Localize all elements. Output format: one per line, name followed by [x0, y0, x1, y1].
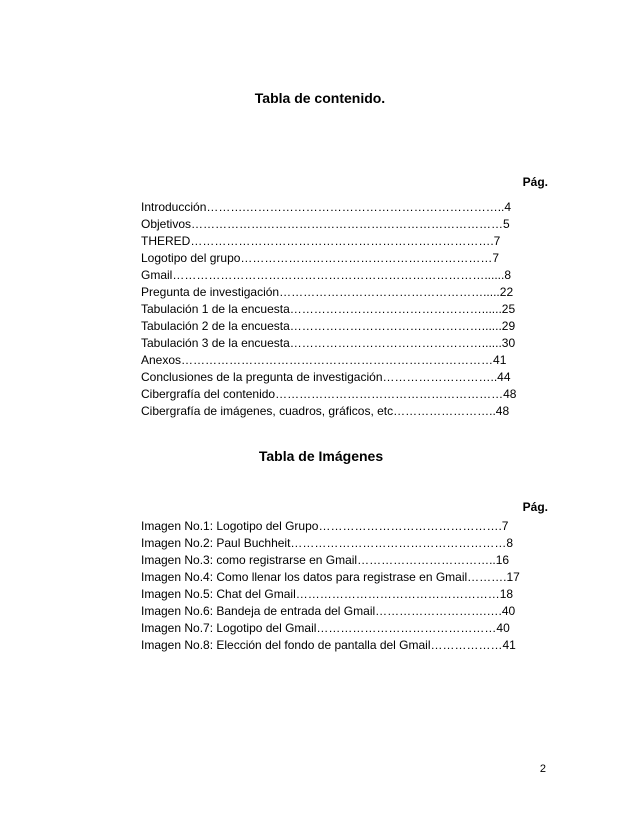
contents-entry: Anexos……………………………………………………………………41: [141, 353, 507, 367]
contents-entry: Gmail……………………………………………………………………......8: [141, 268, 512, 282]
contents-entry: Cibergrafía del contenido…………………………………………………48: [141, 387, 517, 401]
contents-entry: Conclusiones de la pregunta de investigación………………………..44: [141, 370, 511, 384]
images-entry: Imagen No.3: como registrarse en Gmail……………………………..16: [141, 553, 510, 567]
contents-list: [141, 199, 516, 420]
contents-entry: Tabulación 3 de la encuesta…………………………………………......30: [141, 336, 516, 350]
images-page-header: Pág.: [522, 500, 548, 514]
contents-entry: Cibergrafía de imágenes, cuadros, gráficos, etc……………………..48: [141, 404, 510, 418]
contents-entry: Objetivos……………………………………………………………………5: [141, 217, 510, 231]
contents-title: Tabla de contenido.: [254, 90, 386, 106]
contents-entry: Tabulación 1 de la encuesta…………………………………………......25: [141, 302, 516, 316]
images-entry: Imagen No.1: Logotipo del Grupo……………………………………….7: [141, 519, 509, 533]
images-entry: Imagen No.8: Elección del fondo de pantalla del Gmail………………41: [141, 638, 516, 652]
contents-entry: Logotipo del grupo………………………………………………………7: [141, 251, 500, 265]
images-entry: Imagen No.2: Paul Buchheit………………………………………………8: [141, 536, 514, 550]
images-list: [141, 518, 520, 654]
images-entry: Imagen No.6: Bandeja de entrada del Gmail……………………….….40: [141, 604, 516, 618]
contents-entry: Introducción……….………………………………………………………..4: [141, 200, 512, 214]
images-entry: Imagen No.7: Logotipo del Gmail………………………………………40: [141, 621, 510, 635]
contents-entry: Pregunta de investigación…………………………………………….....22: [141, 285, 514, 299]
page-number: 2: [539, 763, 546, 775]
images-entry: Imagen No.4: Como llenar los datos para registrase en Gmail……….17: [141, 570, 520, 584]
images-title: Tabla de Imágenes: [258, 448, 384, 464]
images-entry: Imagen No.5: Chat del Gmail……………………………………………18: [141, 587, 514, 601]
contents-entry: THERED………………………………………………………………….7: [141, 234, 501, 248]
contents-entry: Tabulación 2 de la encuesta…………………………………………......29: [141, 319, 516, 333]
contents-page-header: Pág.: [522, 175, 548, 189]
